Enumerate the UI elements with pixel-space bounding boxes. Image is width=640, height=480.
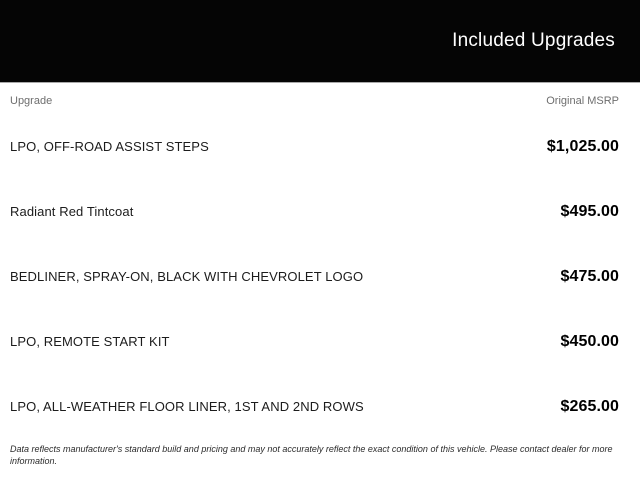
upgrade-name: LPO, ALL-WEATHER FLOOR LINER, 1ST AND 2ND ROWS: [10, 399, 364, 414]
table-row: [10, 309, 619, 374]
upgrade-name: Radiant Red Tintcoat: [10, 204, 134, 219]
upgrade-name: LPO, REMOTE START KIT: [10, 334, 170, 349]
table-row: [10, 374, 619, 439]
upgrade-price: $450.00: [560, 332, 619, 350]
column-header-upgrade: Upgrade: [10, 95, 53, 107]
table-row: [10, 179, 619, 244]
upgrades-table: [0, 83, 640, 467]
table-column-headers: [10, 83, 619, 108]
table-row: [10, 244, 619, 309]
table-body: [10, 114, 619, 439]
upgrade-name: BEDLINER, SPRAY-ON, BLACK WITH CHEVROLET LOGO: [10, 269, 364, 284]
upgrade-name: LPO, OFF-ROAD ASSIST STEPS: [10, 139, 209, 154]
table-row: [10, 114, 619, 179]
column-header-msrp: Original MSRP: [546, 95, 619, 107]
page-title: Included Upgrades: [452, 30, 615, 51]
header-bar: [0, 0, 640, 83]
upgrade-price: $1,025.00: [546, 137, 619, 155]
upgrade-price: $495.00: [560, 202, 619, 220]
disclaimer-text: Data reflects manufacturer's standard build and pricing and may not accurately reflect the exact condition of this vehicle. Please contact dealer for more information.: [10, 444, 613, 466]
upgrade-price: $475.00: [560, 267, 619, 285]
upgrade-price: $265.00: [560, 397, 619, 415]
